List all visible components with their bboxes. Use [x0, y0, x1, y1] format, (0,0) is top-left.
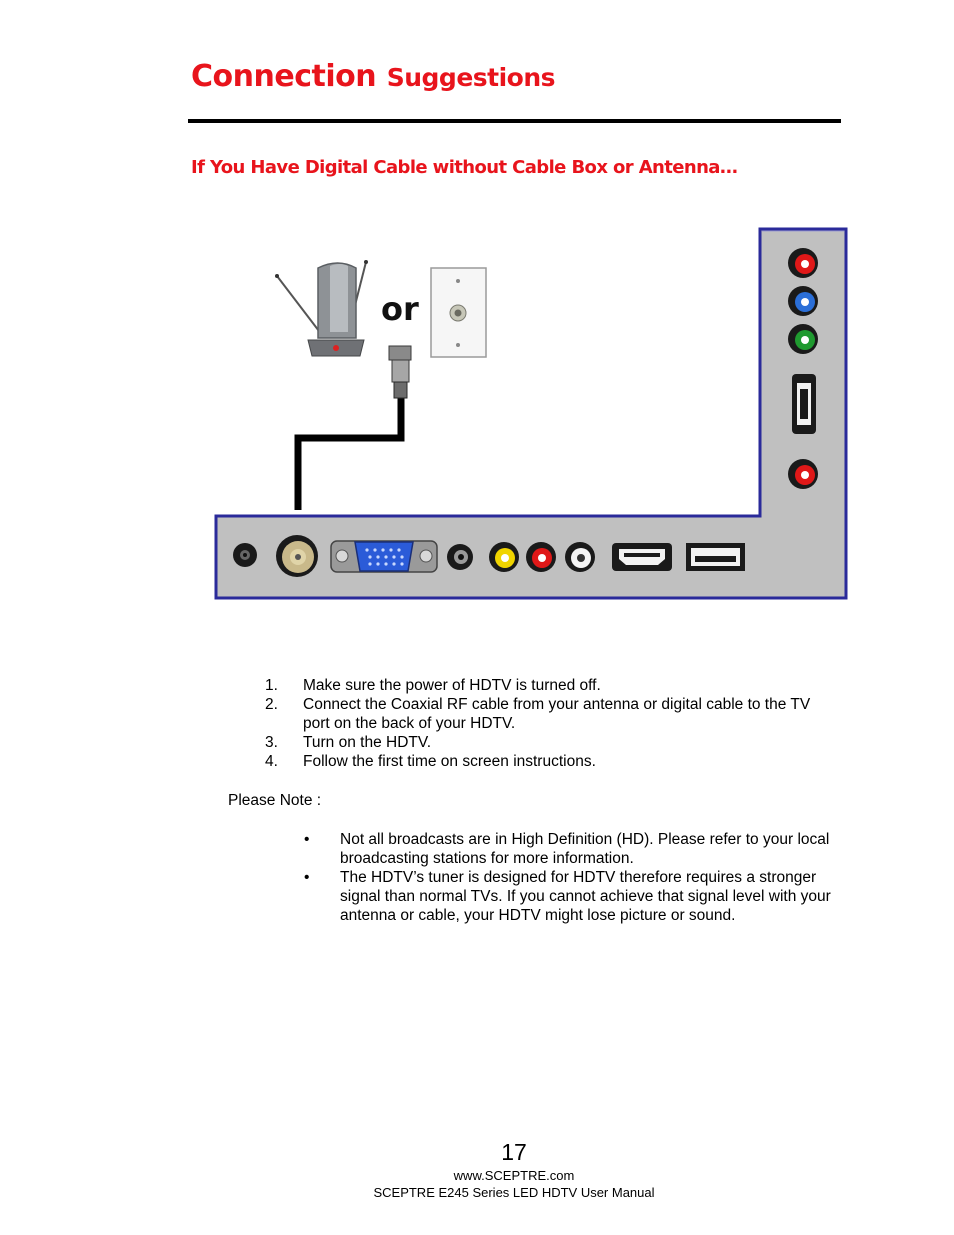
step-text: Turn on the HDTV.: [303, 734, 432, 751]
step-number: 1.: [265, 677, 278, 694]
notes-list: [302, 830, 837, 925]
footer-url: www.SCEPTRE.com: [453, 1168, 575, 1183]
coax-cable: [298, 398, 401, 510]
list-item: [265, 676, 835, 695]
note-text: The HDTV’s tuner is designed for HDTV therefore requires a stronger signal than normal TVs. If you cannot achieve that signal level with your antenna or cable, your HDTV might lose picture or sound.: [340, 869, 831, 924]
rca-port-icon: [489, 542, 519, 572]
step-number: 4.: [265, 753, 278, 770]
rca-port-icon: [788, 248, 818, 278]
step-text: Connect the Coaxial RF cable from your antenna or digital cable to the TV port on the back of your HDTV.: [303, 696, 811, 732]
step-text: Follow the first time on screen instructions.: [303, 753, 596, 770]
bullet: •: [304, 869, 310, 886]
footer-manual-title: SCEPTRE E245 Series LED HDTV User Manual: [373, 1185, 655, 1200]
hdmi-port-icon: [612, 543, 672, 571]
rca-port-icon: [788, 324, 818, 354]
title-rest: Suggestions: [386, 63, 556, 92]
rca-port-icon: [526, 542, 556, 572]
wall-plate-icon: [431, 268, 486, 357]
list-item: [265, 752, 835, 771]
rca-port-icon: [788, 286, 818, 316]
page-title: [191, 56, 555, 94]
note-label: Please Note :: [228, 792, 322, 809]
step-text: Make sure the power of HDTV is turned off.: [303, 677, 601, 694]
usb-port-icon: [686, 543, 745, 571]
title-main: Connection: [191, 59, 377, 94]
antenna-icon: [275, 260, 368, 356]
rf-port-icon: [276, 535, 318, 577]
step-number: 3.: [265, 734, 278, 751]
vga-port-icon: [331, 541, 437, 572]
step-number: 2.: [265, 696, 278, 713]
steps-list: [265, 676, 835, 771]
header-rule: [188, 119, 841, 123]
note-text: Not all broadcasts are in High Definition (HD). Please refer to your local broadcasting stations for more information.: [340, 831, 830, 867]
hdmi-port-icon: [792, 374, 816, 434]
rca-port-icon: [788, 459, 818, 489]
page-number: 17: [501, 1139, 527, 1165]
bullet: •: [304, 831, 310, 848]
list-item: [265, 695, 835, 733]
rca-port-icon: [565, 542, 595, 572]
list-item: [302, 868, 837, 925]
headphone-jack-icon: [233, 543, 257, 567]
or-label: or: [381, 290, 419, 328]
coax-connector-icon: [389, 346, 411, 398]
connection-diagram: [212, 226, 848, 602]
section-heading: If You Have Digital Cable without Cable Box or Antenna…: [191, 157, 738, 178]
list-item: [302, 830, 837, 868]
list-item: [265, 733, 835, 752]
audio-jack-icon: [447, 544, 473, 570]
